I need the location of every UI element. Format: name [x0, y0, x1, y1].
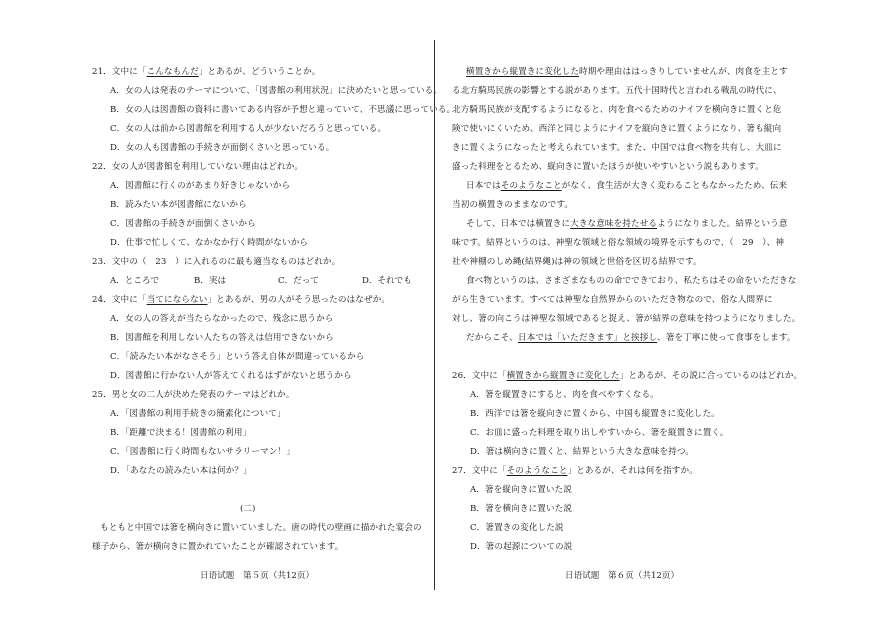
section-heading: (二): [240, 504, 256, 514]
q24-pre: 24．文中に「: [92, 295, 147, 305]
question-22-stem: 22．女の人が図書館を利用していない理由はどれか。: [92, 162, 304, 172]
p3-post: ようになりました。結界という意: [657, 219, 788, 229]
q24-option-a: A．女の人の答えが当たらなかったので、残念に思うから: [110, 314, 334, 324]
q27-option-a: A．箸を縦向きに置いた説: [470, 485, 572, 495]
p2-pre: 日本では: [466, 181, 501, 191]
q24-option-b: B．図書館を利用しない人たちの答えは信用できないから: [110, 333, 334, 343]
p1-rest: 時期や理由ははっきりしていませんが、肉食を主とす: [579, 67, 788, 77]
q21-quote: こんなもんだ: [146, 67, 199, 77]
p1-underlined: 横置きから縦置きに変化した: [466, 67, 580, 77]
q23-option-b: B．実は: [194, 276, 227, 286]
passage-p3-line-3: 社や神棚のしめ縄(結界縄)は神の領域と世俗を区切る結界です。: [452, 257, 702, 267]
passage-p4-line-2: がら生きています。すべては神聖な自然界からのいただき物なので、俗な人間界に: [452, 295, 773, 305]
passage-p4-line-1: 食べ物というのは、さまざまなものの命でできており、私たちはその命をいただきな: [466, 276, 797, 286]
passage-p2-line-1: [466, 180, 787, 192]
q23-option-d: D．それでも: [362, 276, 412, 286]
question-25-stem: 25．男と女の二人が決めた発表のテーマはどれか。: [92, 390, 295, 400]
page-divider: [434, 40, 435, 590]
q22-option-b: B．読みたい本が図書館にないから: [110, 200, 247, 210]
passage-line-1: もともと中国では箸を横向きに置いていました。唐の時代の壁画に描かれた宴会の: [100, 523, 422, 533]
q25-option-a: A．「図書館の利用手続きの簡素化について」: [110, 409, 286, 419]
q21-pre: 21．文中に「: [92, 67, 147, 77]
q24-option-d: D．図書館に行かない人が答えてくれるはずがないと思うから: [110, 371, 352, 381]
q25-option-d: D．「あなたの読みたい本は何か？」: [110, 466, 252, 476]
passage-p1-line-6: 盛った料理をとるため、縦向きに置いたほうが使いやすいという説もあります。: [452, 162, 764, 172]
q24-quote: 当てにならない: [146, 295, 208, 305]
p3-underlined: 大きな意味を持たせる: [570, 219, 658, 229]
q24-post: 」とあるが、男の人がそう思ったのはなぜか。: [207, 295, 391, 305]
q24-option-c: C．「読みたい本がなさそう」という答え自体が間違っているから: [110, 352, 365, 362]
q26-post: 」とあるが、その説に合っているのはどれか。: [619, 371, 803, 381]
question-21-stem: [92, 66, 321, 78]
passage-p1-line-1: [466, 66, 788, 78]
q27-option-c: C．箸置きの変化した説: [470, 523, 564, 533]
passage-line-2: 様子から、箸が横向きに置かれていたことが確認されています。: [92, 542, 344, 552]
left-page-footer: 日语试题 第５页（共12页）: [200, 571, 315, 581]
q22-option-c: C．図書館の手続きが面倒くさいから: [110, 219, 256, 229]
passage-p4-line-3: 対し、箸の向こうは神聖な領域であると捉え、箸が結界の意味を持つようになりました。: [452, 314, 801, 324]
question-26-stem: [452, 370, 802, 382]
p5-pre: だからこそ、: [466, 333, 518, 343]
q27-post: 」とあるが、それは何を指すか。: [567, 466, 698, 476]
passage-p3-line-2: 味です。結界というのは、神聖な領域と俗な領域の境界を示すもので、（ 29 ）、神: [452, 238, 785, 248]
q26-option-b: B．西洋では箸を縦向きに置くから、中国も縦置きに変化した。: [470, 409, 720, 419]
q22-option-a: A．図書館に行くのがあまり好きじゃないから: [110, 181, 291, 191]
q27-option-d: D．箸の起源についての説: [470, 542, 573, 552]
q26-pre: 26．文中に「: [452, 371, 507, 381]
q21-option-c: C．女の人は前から図書館を利用する人が少ないだろうと思っている。: [110, 124, 387, 134]
q27-pre: 27．文中に「: [452, 466, 507, 476]
p3-pre: そして、日本では横置きに: [466, 219, 571, 229]
q25-option-c: C．「図書館に行く時間もないサラリーマン！」: [110, 447, 295, 457]
question-24-stem: [92, 294, 390, 306]
q23-option-a: A．ところで: [110, 276, 160, 286]
passage-p2-line-2: 当初の横置きのままなのです。: [452, 200, 574, 210]
question-27-stem: [452, 465, 698, 477]
q21-option-a: A．女の人は発表のテーマについて、「図書館の利用状況」に決めたいと思っている。: [110, 86, 443, 96]
q23-option-c: C．だって: [278, 276, 319, 286]
passage-p1-line-5: きに置くようになったと考えられています。また、中国では食べ物を共有し、大皿に: [452, 143, 782, 153]
q26-option-a: A．箸を縦置きにすると、肉を食べやすくなる。: [470, 390, 659, 400]
p5-post: 、箸を丁寧に使って食事をします。: [657, 333, 796, 343]
passage-p1-line-4: 険で使いにくいため、西洋と同じようにナイフを縦向きに置くようになり、箸も縦向: [452, 124, 782, 134]
q27-quote: そのようなこと: [506, 466, 568, 476]
q27-option-b: B．箸を横向きに置いた説: [470, 504, 573, 514]
passage-p5-line-1: [466, 332, 796, 344]
passage-p1-line-3: 北方騎馬民族が支配するようになると、肉を食べるためのナイフを横向きに置くと危: [452, 105, 782, 115]
right-page-footer: 日语试题 第６页（共12页）: [565, 571, 680, 581]
q21-option-b: B．女の人は図書館の資料に書いてある内容が予想と違っていて、不思議に思っている。: [110, 105, 456, 115]
passage-p1-line-2: る北方騎馬民族の影響とする説があります。五代十国時代と言われる戦乱の時代に、: [452, 86, 782, 96]
p5-underlined: 日本では「いただきます」と挨拶し: [518, 333, 658, 343]
q21-option-d: D．女の人も図書館の手続きが面倒くさいと思っている。: [110, 143, 335, 153]
question-23-stem: 23．文中の（ 23 ）に入れるのに最も適当なものはどれか。: [92, 257, 341, 267]
p2-post: がなく、食生活が大きく変わることもなかったため、伝来: [561, 181, 788, 191]
q26-quote: 横置きから縦置きに変化した: [506, 371, 620, 381]
q21-post: 」とあるが、どういうことか。: [198, 67, 321, 77]
q26-option-d: D．箸は横向きに置くと、結界という大きな意味を持つ。: [470, 447, 694, 457]
q26-option-c: C．お皿に盛った料理を取り出しやすいから、箸を縦置きに置く。: [470, 428, 729, 438]
q25-option-b: B．「距離で決まる！図書館の利用」: [110, 428, 252, 438]
q22-option-d: D．仕事で忙しくて、なかなか行く時間がないから: [110, 238, 309, 248]
passage-p3-line-1: [466, 218, 788, 230]
p2-underlined: そのようなこと: [500, 181, 562, 191]
